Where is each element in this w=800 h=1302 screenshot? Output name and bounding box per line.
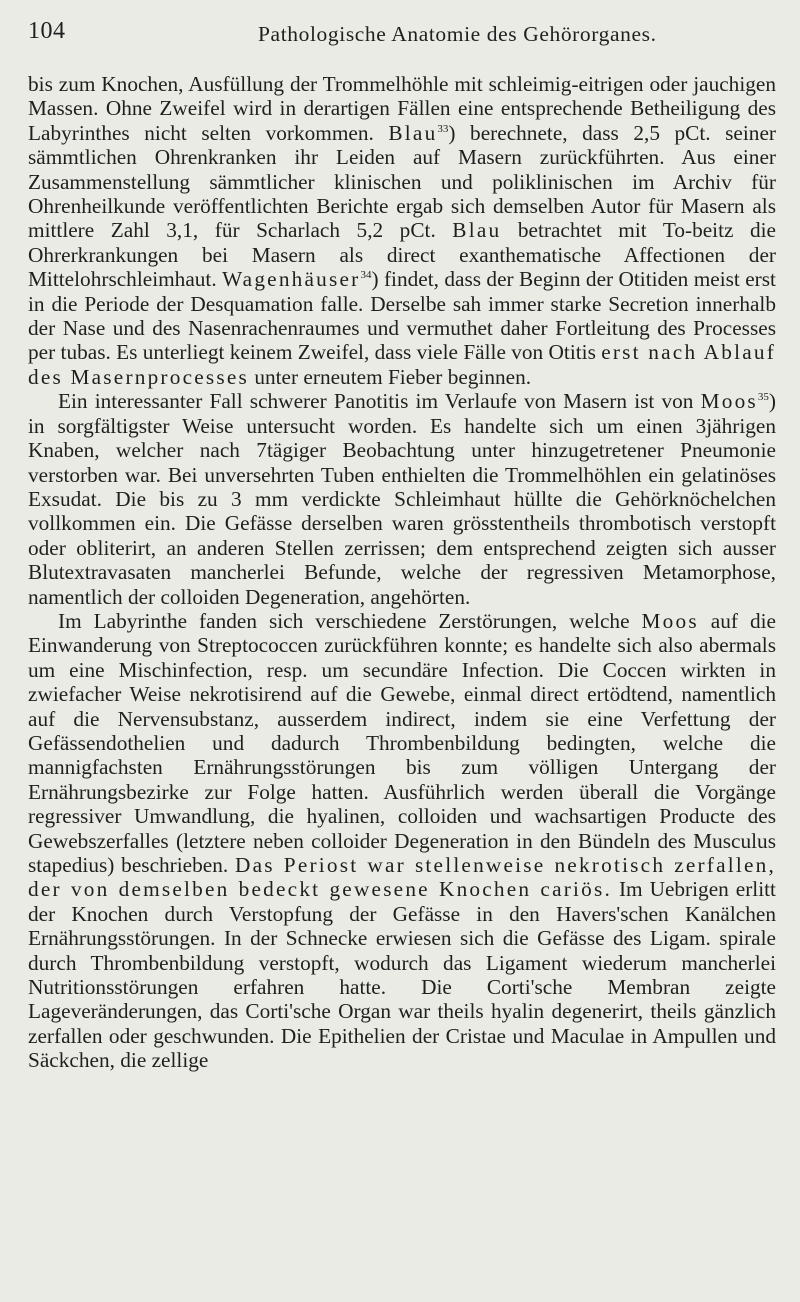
paragraph	[28, 389, 776, 609]
text-run: unter erneutem Fieber beginnen.	[249, 364, 532, 389]
spaced-emphasis: erst nach Ablauf des Masernprocesses	[28, 340, 777, 389]
text-run: ) in sorgfältigster Weise untersucht worden. Es handelte sich um einen 3jährigen Knaben, welcher nach 7tägiger Beobachtung unter hinzugetretener Pneumonie verstorben war. Bei unversehrten Tuben enthielten die Trommelhöhlen ein gelatinöses Exsudat. Die bis zu 3 mm verdickte Schleimhaut hüllte die Gehörknöchelchen vollkommen ein. Die Gefässe derselben waren grösstentheils thrombotisch verstopft oder obliterirt, an anderen Stellen zerrissen; dem entsprechend zeigten sich ausser Blutextravasaten mancherlei Befunde, welche der regressiven Metamorphose, namentlich der colloiden Degeneration, angehörten.	[28, 389, 776, 609]
text-run: ) berechnete, dass 2,5 pCt. seiner sämmtlichen Ohrenkranken ihr Leiden auf Masern zurückführten. Aus einer Zusammenstellung sämmtlicher klinischen und poliklinischen im Archiv für Ohrenheilkunde veröffentlichten Berichte ergab sich demselben Autor für Masern als mittlere Zahl 3,1, für Scharlach 5,2 pCt.	[28, 120, 776, 243]
footnote-ref: 34	[360, 269, 372, 282]
text-run: Ein interessanter Fall schwerer Panotitis im Verlaufe von Masern ist von	[58, 389, 701, 414]
text-run: auf die Einwanderung von Streptococcen zurückführen konnte; es handelte sich also abermals um eine Mischinfection, resp. um secundäre Infection. Die Coccen wirkten in zwiefacher Weise nekrotisirend auf die Gewebe, einmal direct ertödtend, namentlich auf die Nervensubstanz, ausserdem indirect, indem sie eine Verfettung der Gefässendothelien und dadurch Thrombenbildung bedingten, welche die mannigfachsten Ernährungsstörungen bis zum völligen Untergang der Ernährungsbezirke zur Folge hatten. Ausführlich werden überall die Vorgänge regressiver Umwandlung, die hyalinen, colloiden und wachsartigen Producte des Gewebszerfalles (letztere neben colloider Degeneration in den Bündeln des Musculus stapedius) beschrieben.	[28, 608, 776, 877]
spaced-emphasis: Moos	[641, 608, 699, 633]
text-run: Im Labyrinthe fanden sich verschiedene Zerstörungen, welche	[58, 608, 642, 633]
body-text	[28, 72, 776, 1073]
spaced-emphasis: Wagenhäuser	[222, 267, 361, 292]
text-run: betrachtet mit To-beitz die Ohrerkrankungen bei Masern als direct exanthematische Affectionen der Mittelohrschleimhaut.	[28, 218, 777, 292]
text-run: Im Uebrigen erlitt der Knochen durch Verstopfung der Gefässe in den Havers'schen Kanälchen Ernährungsstörungen. In der Schnecke erwiesen sich die Gefässe des Ligam. spirale durch Thrombenbildung verstopft, wodurch das Ligament wiederum mancherlei Nutritionsstörungen erfahren hatte. Die Corti'sche Membran zeigte Lageveränderungen, das Corti'sche Organ war theils hyalin degenerirt, theils gänzlich zerfallen oder geschwunden. Die Epithelien der Cristae und Maculae in Ampullen und Säckchen, die zellige	[28, 877, 776, 1073]
page-number: 104	[28, 18, 66, 44]
spaced-emphasis: Blau	[452, 218, 502, 243]
footnote-ref: 33	[437, 122, 449, 135]
footnote-ref: 35	[757, 391, 769, 404]
spaced-emphasis: Blau	[388, 120, 438, 145]
text-run: ) findet, dass der Beginn der Otitiden meist erst in die Periode der Desquamation falle. Derselbe sah immer starke Secretion innerhalb der Nase und des Nasenrachenraumes und vermuthet daher Fortleitung des Processes per tubas. Es unterliegt keinem Zweifel, dass viele Fälle von Otitis	[28, 267, 776, 365]
paragraph	[28, 72, 776, 389]
spaced-emphasis: Das Periost war stellenweise nekrotisch zerfallen, der von demselben bedeckt gewesene Knochen cariös.	[28, 853, 777, 902]
paragraph	[28, 609, 776, 1073]
page-header	[28, 18, 768, 54]
spaced-emphasis: Moos	[700, 389, 758, 414]
running-title: Pathologische Anatomie des Gehörorganes.	[258, 22, 657, 46]
text-run: bis zum Knochen, Ausfüllung der Trommelhöhle mit schleimig-eitrigen oder jauchigen Massen. Ohne Zweifel wird in derartigen Fällen eine entsprechende Betheiligung des Labyrinthes nicht selten vorkommen.	[28, 72, 776, 145]
